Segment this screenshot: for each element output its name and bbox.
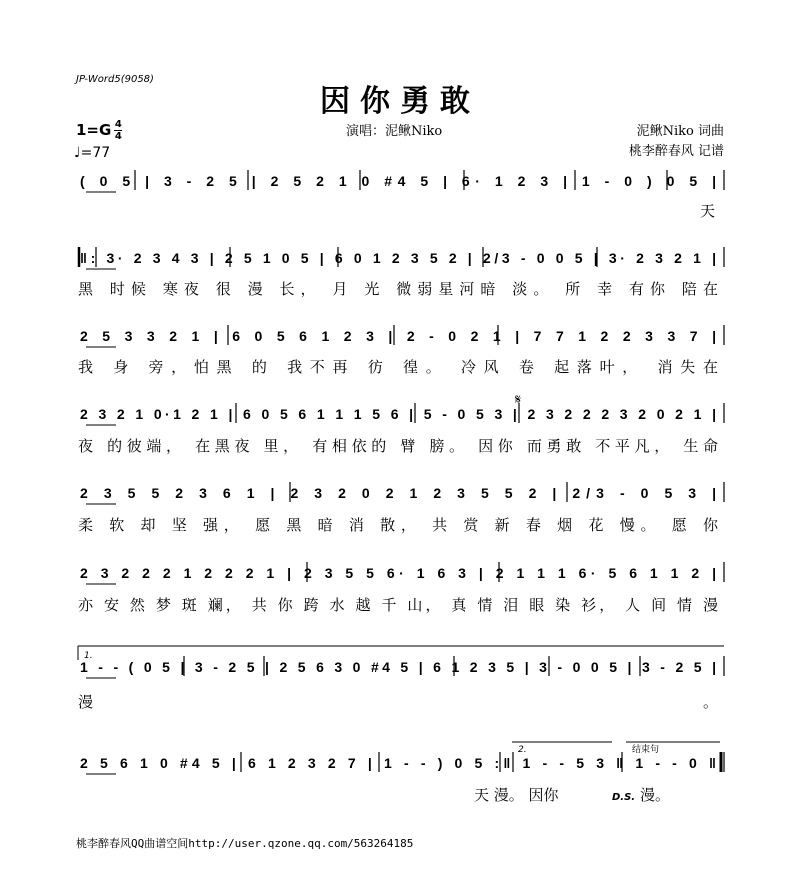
lyric-row: 漫。 xyxy=(78,693,718,711)
lyric-row: 夜 的彼端， 在黑夜 里， 有相依的 臂 膀。 因你 而勇敢 不平凡， 生命 xyxy=(78,437,718,455)
tempo-value: =77 xyxy=(80,145,111,161)
transcriber-credit: 桃李醉春风 记谱 xyxy=(628,144,724,159)
composer-credit: 泥鳅Niko 词曲 xyxy=(636,124,724,139)
lyric-row: 天 漫。 因你 xyxy=(474,786,559,804)
note-row: 2 5 3 3 2 1 | 6 0 5 6 1 2 3 | 2 - 0 2 1 | 7 7 1 2 2 3 3 7 | xyxy=(80,328,716,344)
lyric-row: 天 xyxy=(700,202,716,220)
note-row: 1 - - ( 0 5 | 3 - 2 5 | 2 5 6 3 0 #4 5 | 6 1 2 3 5 | 3 - 0 0 5 | 3 - 2 5 | xyxy=(80,659,717,675)
note-row: ( 0 5 | 3 - 2 5 | 2 5 2 1 0 #4 5 | 6· 1 2 3 | 1 - 0 ) 0 5 | xyxy=(80,173,716,189)
note-row: 2 3 2 1 0·1 2 1 | 6 0 5 6 1 1 1 5 6 | 5 - 0 5 3 | 2 3 2 2 2 3 2 0 2 1 | xyxy=(80,406,717,422)
lyric-row: 亦 安 然 梦 斑 斓， 共 你 跨 水 越 千 山， 真 情 泪 眼 染 衫， 人 间 情 漫 xyxy=(78,596,718,614)
note-row: ‖: 3· 2 3 4 3 | 2 5 1 0 5 | 6 0 1 2 3 5 2 | 2/3 - 0 0 5 | 3· 2 3 2 1 | xyxy=(80,250,717,266)
song-title: 因你勇敢 xyxy=(320,84,480,119)
lyric-row: 黑 时候 寒夜 很 漫 长， 月 光 微弱星河暗 淡。 所 幸 有你 陪在 xyxy=(78,280,719,298)
footer-source: 桃李醉春风QQ曲谱空间http://user.qzone.qq.com/563264185 xyxy=(76,837,414,850)
lyric-row: 柔 软 却 坚 强， 愿 黑 暗 消 散， 共 赏 新 春 烟 花 慢。 愿 你 xyxy=(78,516,718,534)
time-top: 4 xyxy=(114,119,122,130)
time-bottom: 4 xyxy=(114,131,122,142)
lyric-row: 我 身 旁，怕黑 的 我不再 彷 徨。 冷风 卷 起落叶， 消失在 xyxy=(78,358,718,376)
lyric-row: 漫。 xyxy=(640,786,671,804)
note-row: 2 3 2 2 2 1 2 2 2 1 | 2 3 5 5 6· 1 6 3 | 2 1 1 1 6· 5 6 1 1 2 | xyxy=(80,565,716,581)
ds-marking: D.S. xyxy=(612,792,636,803)
singer-credit: 演唱：泥鳅Niko xyxy=(346,124,443,139)
note-row: 2 5 6 1 0 #4 5 | 6 1 2 3 2 7 | 1 - - ) 0 5 :‖ 1 - - 5 3 ‖ 1 - - 0 ‖ xyxy=(80,755,717,771)
quarter-note-icon: ♩ xyxy=(74,145,81,161)
volta-1-label: 1. xyxy=(84,651,93,661)
key-label: 1=G xyxy=(76,121,112,139)
segno-icon: 𝄋 xyxy=(515,392,522,408)
volta-2-label: 2. xyxy=(518,745,527,755)
note-row: 2 3 5 5 2 3 6 1 | 2 3 2 0 2 1 2 3 5 5 2 | 2/3 - 0 5 3 | xyxy=(80,485,716,501)
ending-label: 结束句 xyxy=(632,745,660,755)
software-label: JP-Word5(9058) xyxy=(76,74,154,85)
